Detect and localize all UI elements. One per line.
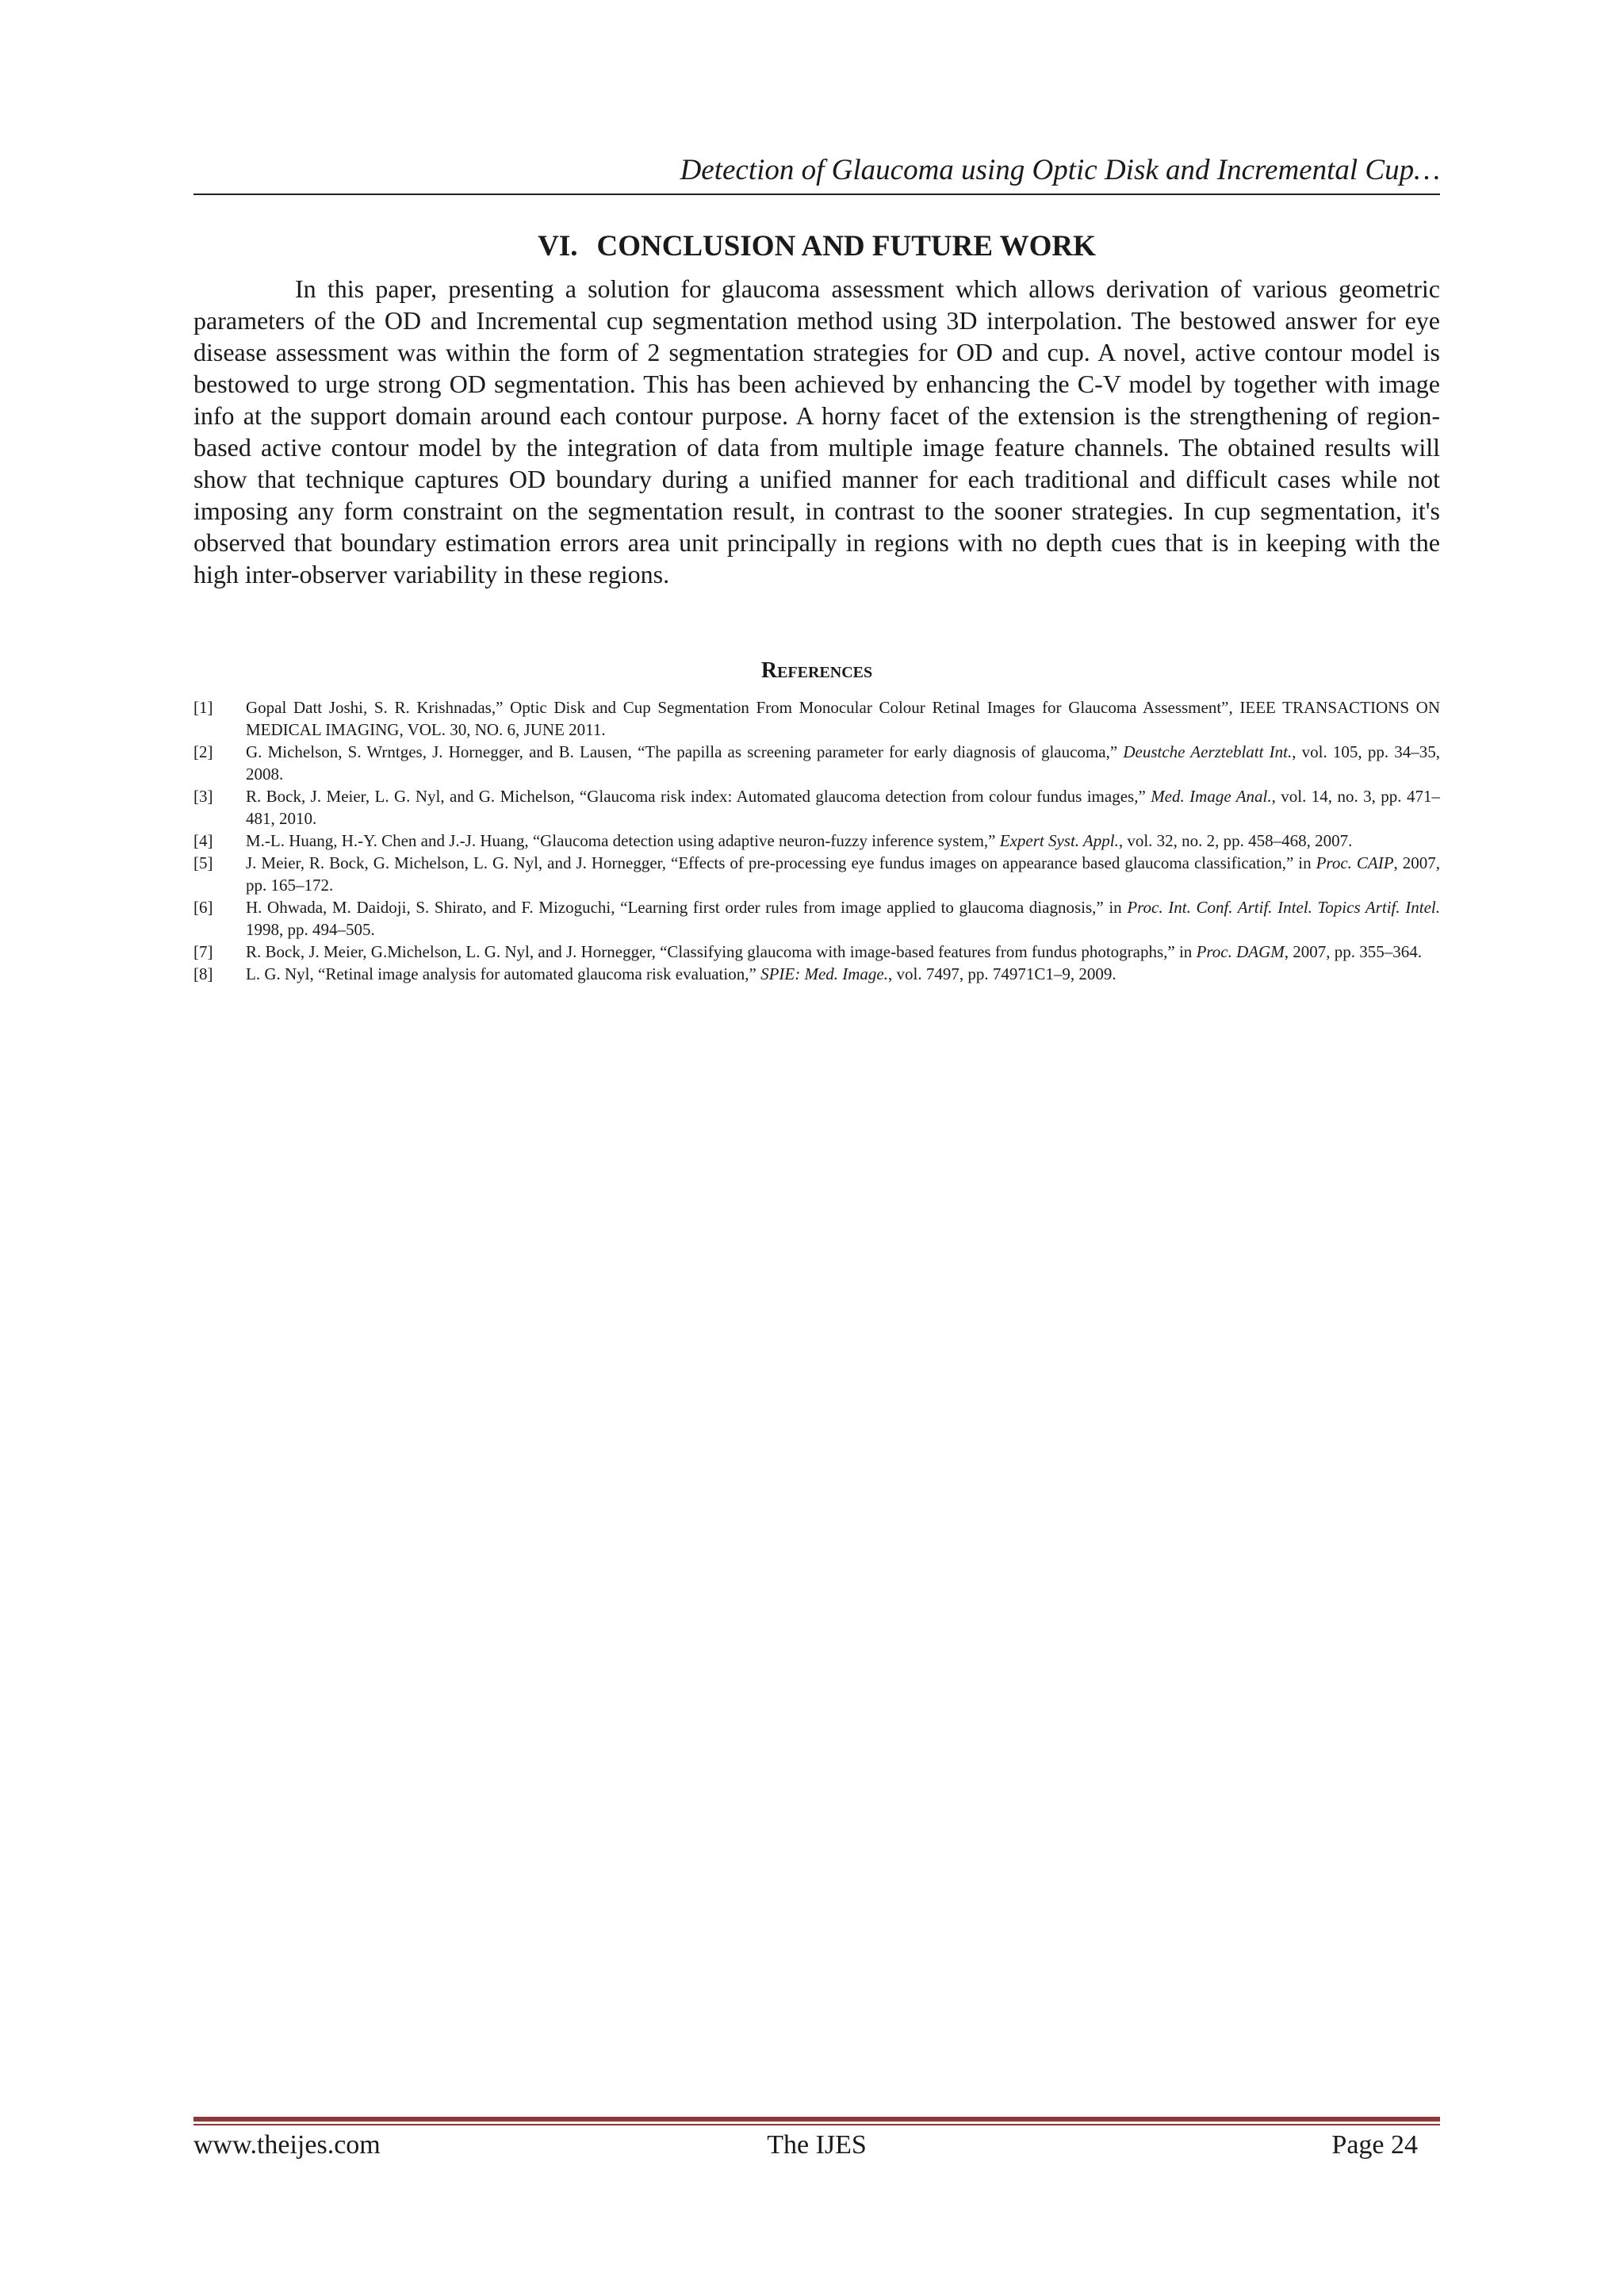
- reference-number: [1]: [193, 698, 213, 717]
- reference-number: [4]: [193, 831, 213, 850]
- reference-text: J. Meier, R. Bock, G. Michelson, L. G. Nyl, and J. Hornegger, “Effects of pre-processing eye fundus images on appearance based glaucoma classification,” in Proc. CAIP, 2007, pp. 165–172.: [246, 853, 1441, 895]
- references-list: [193, 696, 1440, 985]
- reference-text: G. Michelson, S. Wrntges, J. Hornegger, and B. Lausen, “The papilla as screening parameter for early diagnosis of glaucoma,” Deustche Aerzteblatt Int., vol. 105, pp. 34–35, 2008.: [246, 742, 1440, 784]
- reference-item: [193, 941, 1440, 963]
- section-title: [193, 227, 1440, 266]
- reference-number: [2]: [193, 742, 213, 761]
- reference-text: R. Bock, J. Meier, L. G. Nyl, and G. Michelson, “Glaucoma risk index: Automated glaucoma detection from colour fundus images,” Med. Image Anal., vol. 14, no. 3, pp. 471–481, 2010.: [246, 787, 1440, 828]
- reference-text: R. Bock, J. Meier, G.Michelson, L. G. Nyl, and J. Hornegger, “Classifying glaucoma with image-based features from fundus photographs,” in Proc. DAGM, 2007, pp. 355–364.: [246, 942, 1423, 961]
- footer-website: www.theijes.com: [193, 2130, 381, 2160]
- section-heading: CONCLUSION AND FUTURE WORK: [596, 230, 1096, 263]
- reference-text: L. G. Nyl, “Retinal image analysis for automated glaucoma risk evaluation,” SPIE: Med. Image., vol. 7497, pp. 74971C1–9, 2009.: [246, 964, 1116, 983]
- reference-item: [193, 830, 1440, 852]
- reference-number: [3]: [193, 787, 213, 806]
- reference-number: [6]: [193, 898, 213, 917]
- references-heading: References: [760, 658, 873, 683]
- reference-number: [5]: [193, 853, 213, 872]
- running-header: Detection of Glaucoma using Optic Disk and Incremental Cup…: [680, 154, 1440, 186]
- reference-number: [8]: [193, 964, 213, 983]
- reference-item: [193, 785, 1440, 830]
- reference-text: H. Ohwada, M. Daidoji, S. Shirato, and F. Mizoguchi, “Learning first order rules from image applied to glaucoma diagnosis,” in Proc. Int. Conf. Artif. Intel. Topics Artif. Intel. 1998, pp. 494–505.: [246, 898, 1440, 939]
- footer-journal: The IJES: [767, 2130, 867, 2160]
- footer-page-number: Page 24: [1331, 2130, 1418, 2160]
- reference-number: [7]: [193, 942, 213, 961]
- reference-item: [193, 896, 1440, 941]
- reference-item: [193, 963, 1440, 985]
- section-number: VI.: [538, 230, 578, 263]
- reference-item: [193, 696, 1440, 741]
- reference-text: Gopal Datt Joshi, S. R. Krishnadas,” Optic Disk and Cup Segmentation From Monocular Colour Retinal Images for Glaucoma Assessment”, IEEE TRANSACTIONS ON MEDICAL IMAGING, VOL. 30, NO. 6, JUNE 2011.: [246, 698, 1440, 739]
- reference-item: [193, 741, 1440, 785]
- footer-rule: [193, 2117, 1440, 2122]
- page-footer: [193, 2125, 1440, 2165]
- reference-text: M.-L. Huang, H.-Y. Chen and J.-J. Huang, “Glaucoma detection using adaptive neuron-fuzzy inference system,” Expert Syst. Appl., vol. 32, no. 2, pp. 458–468, 2007.: [246, 831, 1353, 850]
- conclusion-paragraph: In this paper, presenting a solution for glaucoma assessment which allows derivation of various geometric parameters of the OD and Incremental cup segmentation method using 3D interpolation. The bestowed answer for eye disease assessment was within the form of 2 segmentation strategies for OD and cup. A novel, active contour model is bestowed to urge strong OD segmentation. This has been achieved by enhancing the C-V model by together with image info at the support domain around each contour purpose. A horny facet of the extension is the strengthening of region-based active contour model by the integration of data from multiple image feature channels. The obtained results will show that technique captures OD boundary during a unified manner for each traditional and difficult cases while not imposing any form constraint on the segmentation result, in contrast to the sooner strategies. In cup segmentation, it's observed that boundary estimation errors area unit principally in regions with no depth cues that is in keeping with the high inter-observer variability in these regions.: [193, 274, 1440, 588]
- reference-item: [193, 852, 1440, 896]
- header-rule: [193, 194, 1440, 195]
